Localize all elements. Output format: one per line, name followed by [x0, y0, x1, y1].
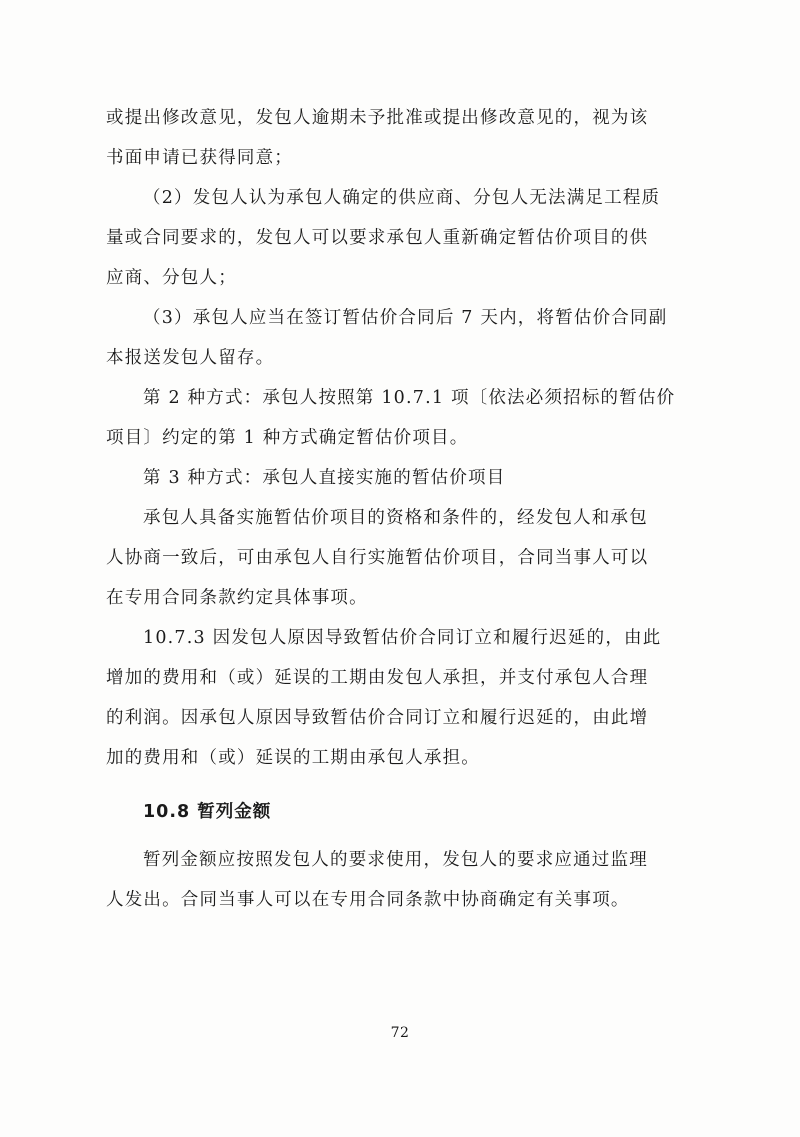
text-line: 加的费用和（或）延误的工期由承包人承担。: [106, 748, 480, 768]
text-line: 人发出。合同当事人可以在专用合同条款中协商确定有关事项。: [106, 890, 630, 910]
paragraph-item-2: [106, 178, 696, 298]
paragraph-contractor-qualification: [106, 498, 696, 618]
text-line: 书面申请已获得同意；: [106, 148, 293, 168]
text-line: （3）承包人应当在签订暂估价合同后 7 天内，将暂估价合同副: [143, 308, 668, 328]
text-line: 第 2 种方式：承包人按照第 10.7.1 项〔依法必须招标的暂估价: [143, 388, 676, 408]
text-line: 人协商一致后，可由承包人自行实施暂估价项目，合同当事人可以: [106, 548, 649, 568]
section-heading: 10.8 暂列金额: [143, 802, 272, 822]
document-body: [106, 98, 696, 920]
page-number: 72: [390, 1025, 410, 1041]
text-line: 承包人具备实施暂估价项目的资格和条件的，经发包人和承包: [143, 508, 648, 528]
text-line: 在专用合同条款约定具体事项。: [106, 588, 368, 608]
text-line: 或提出修改意见，发包人逾期未予批准或提出修改意见的，视为该: [106, 108, 649, 128]
text-line: 项目〕约定的第 1 种方式确定暂估价项目。: [106, 428, 469, 448]
text-line: 应商、分包人；: [106, 268, 237, 288]
paragraph-10-7-3: [106, 618, 696, 778]
text-line: 量或合同要求的，发包人可以要求承包人重新确定暂估价项目的供: [106, 228, 649, 248]
text-line: 10.7.3 因发包人原因导致暂估价合同订立和履行迟延的，由此: [143, 628, 662, 648]
text-line: 的利润。因承包人原因导致暂估价合同订立和履行迟延的，由此增: [106, 708, 649, 728]
paragraph-item-3: [106, 298, 696, 378]
paragraph-method-3: [106, 458, 696, 498]
text-line: 增加的费用和（或）延误的工期由发包人承担，并支付承包人合理: [106, 668, 649, 688]
text-line: 本报送发包人留存。: [106, 348, 275, 368]
paragraph-provisional-sum: [106, 840, 696, 920]
text-line: 第 3 种方式：承包人直接实施的暂估价项目: [143, 468, 506, 488]
text-line: 暂列金额应按照发包人的要求使用，发包人的要求应通过监理: [143, 850, 648, 870]
paragraph-continuation: [106, 98, 696, 178]
text-line: （2）发包人认为承包人确定的供应商、分包人无法满足工程质: [143, 188, 661, 208]
paragraph-method-2: [106, 378, 696, 458]
